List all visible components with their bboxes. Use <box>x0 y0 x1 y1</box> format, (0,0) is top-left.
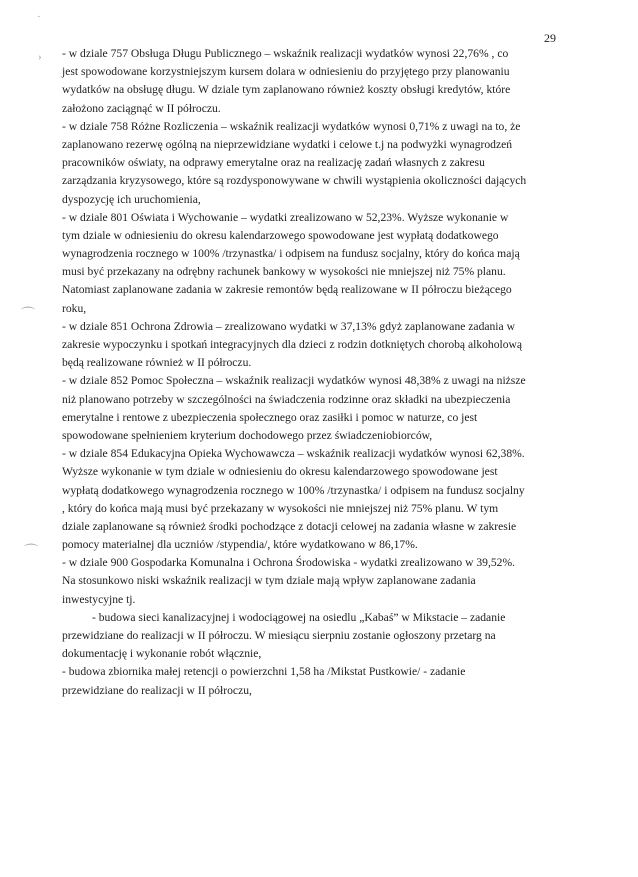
text-line: zakresie wypoczynku i spotkań integracyjnych dla dzieci z rodzin dotkniętych chorobą alkoholową <box>62 338 523 351</box>
text-line: - w dziale 758 Różne Rozliczenia – wskaźnik realizacji wydatków wynosi 0,71% z uwagi na to, że <box>62 119 521 133</box>
text-line: jest spowodowane korzystniejszym kursem dolara w odniesieniu do przyjętego przy planowaniu <box>62 65 510 79</box>
text-line: - w dziale 854 Edukacyjna Opieka Wychowawcza – wskaźnik realizacji wydatków wynosi 62,38%. <box>62 447 525 461</box>
text-line: spowodowane spełnieniem kryterium dochodowego przez świadczeniobiorców, <box>62 428 433 442</box>
text-line: przewidziane do realizacji w II półroczu, <box>62 683 252 697</box>
body-text <box>62 45 578 700</box>
text-line: wynagrodzenia rocznego w 100% /trzynastka/ i odpisem na fundusz socjalny, który do końca mają <box>62 247 520 261</box>
text-line: - w dziale 801 Oświata i Wychowanie – wydatki zrealizowano w 52,23%. Wyższe wykonanie w <box>62 210 509 224</box>
text-line: - w dziale 852 Pomoc Społeczna – wskaźnik realizacji wydatków wynosi 48,38% z uwagi na niższe <box>62 374 526 388</box>
text-line: , który do końca mają musi być przekazany w wysokości nie mniejszej niż 75% planu. W tym <box>62 501 499 515</box>
text-line: pracowników oświaty, na odprawy emerytalne oraz na realizację zadań własnych z zakresu <box>62 156 485 170</box>
text-line: dyspozycję ich uruchomienia, <box>62 192 201 206</box>
text-line: - w dziale 900 Gospodarka Komunalna i Ochrona Środowiska - wydatki zrealizowano w 39,52%. <box>62 556 515 570</box>
text-line: - budowa zbiornika małej retencji o powierzchni 1,58 ha /Mikstat Pustkowie/ - zadanie <box>62 665 466 679</box>
scan-speck-mark: · <box>37 11 41 23</box>
text-line: będą realizowane również w II półroczu. <box>62 356 252 370</box>
text-line: roku, <box>62 301 87 315</box>
page-number: 29 <box>544 31 556 45</box>
text-line: niż planowano potrzeby w szczególności na świadczenia rodzinne oraz składki na ubezpieczenia <box>62 392 511 406</box>
text-line: Natomiast zaplanowane zadania w zakresie remontów będą realizowane w II półroczu bieżącego <box>62 283 512 297</box>
text-line: - budowa sieci kanalizacyjnej i wodociągowej na osiedlu „Kabaś” w Mikstacie – zadanie <box>92 610 506 624</box>
text-line: pomocy materialnej dla uczniów /stypendia/, które wydatkowano w 86,17%. <box>62 538 418 552</box>
text-line: - w dziale 757 Obsługa Długu Publicznego – wskaźnik realizacji wydatków wynosi 22,76% , co <box>62 47 509 60</box>
text-line: dziale zaplanowane są również środki pochodzące z dotacji celowej na zadania własne w zakresie <box>62 519 517 533</box>
text-line: wydatków na obsługę długu. W dziale tym zaplanowano również koszty obsługi kredytów, które <box>62 83 511 97</box>
text-line: - w dziale 851 Ochrona Zdrowia – zrealizowano wydatki w 37,13% gdyż zaplanowane zadania w <box>62 319 515 333</box>
scan-speck-mark: › <box>38 51 42 63</box>
text-line: zarządzania kryzysowego, które są rozdysponowywane w chwili wystąpienia okoliczności dających <box>62 174 527 188</box>
scan-arc-mark: ⌒ <box>21 308 35 323</box>
text-line: tym dziale w odniesieniu do okresu kalendarzowego spowodowane jest wypłatą dodatkowego <box>62 228 499 242</box>
text-line: przewidziane do realizacji w II półroczu. W miesiącu sierpniu zostanie ogłoszony przetarg na <box>62 629 496 642</box>
text-line: Wyższe wykonanie w tym dziale w odniesieniu do okresu kalendarzowego spowodowane jest <box>62 465 498 479</box>
text-line: Na stosunkowo niski wskaźnik realizacji w tym dziale mają wpływ zaplanowane zadania <box>62 574 476 588</box>
text-line: emerytalne i rentowe z ubezpieczenia społecznego oraz zasiłki i pomoc w naturze, co jest <box>62 410 478 424</box>
text-line: zaplanowano rezerwę ogólną na nieprzewidziane wydatki i celowe t.j na podwyżki wynagrodzeń <box>62 137 513 151</box>
text-line: inwestycyjne tj. <box>62 592 136 606</box>
scan-arc-mark: ⌒ <box>24 545 38 560</box>
text-line: wypłatą dodatkowego wynagrodzenia rocznego w 100% /trzynastka/ i odpisem na fundusz socjalny <box>62 483 525 497</box>
text-line: założono zaciągnąć w II półroczu. <box>62 101 221 115</box>
text-line: musi być przekazany na odrębny rachunek bankowy w wysokości nie mniejszej niż 75% planu. <box>62 265 506 279</box>
text-line: dokumentację i wykonanie robót włącznie, <box>62 647 262 661</box>
